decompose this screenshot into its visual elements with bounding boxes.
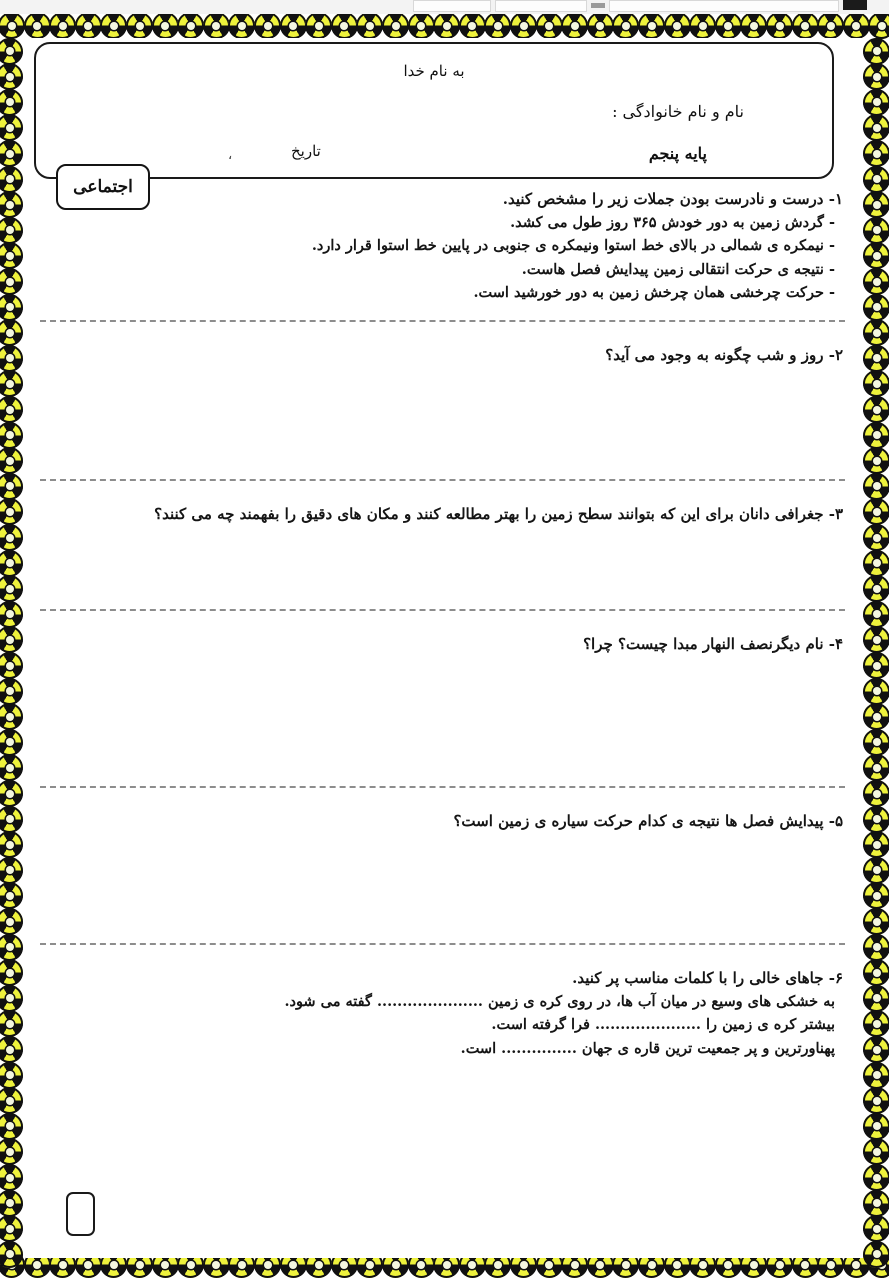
radiation-sticker-icon (0, 345, 23, 372)
radiation-sticker-icon (0, 12, 25, 39)
question-prompt: ۵- پیدایش فصل ها نتیجه ی کدام حرکت سیاره ی زمین است؟ (453, 811, 843, 830)
radiation-sticker-icon (0, 575, 23, 602)
radiation-sticker-icon (863, 294, 889, 321)
radiation-sticker-icon (863, 831, 889, 858)
radiation-sticker-icon (863, 473, 889, 500)
radiation-sticker-icon (863, 678, 889, 705)
radiation-sticker-icon (863, 1190, 889, 1217)
radiation-sticker-icon (863, 345, 889, 372)
radiation-sticker-icon (817, 12, 844, 39)
questions-container (26, 188, 863, 1060)
radiation-sticker-icon (561, 12, 588, 39)
radiation-sticker-icon (863, 1010, 889, 1037)
radiation-sticker-icon (0, 166, 23, 193)
radiation-sticker-icon (0, 447, 23, 474)
radiation-sticker-icon (863, 1164, 889, 1191)
radiation-sticker-icon (228, 12, 255, 39)
question-prompt: ۴- نام دیگرنصف النهار مبدا چیست؟ چرا؟ (583, 634, 843, 653)
radiation-sticker-icon (356, 12, 383, 39)
toolbar-input-3[interactable] (413, 0, 491, 12)
answer-space[interactable] (36, 833, 849, 943)
radiation-sticker-icon (715, 12, 742, 39)
radiation-sticker-icon (100, 12, 127, 39)
question-sub-item: - نتیجه ی حرکت انتقالی زمین پیدایش فصل هاست. (521, 260, 835, 278)
divider-spacing (36, 788, 849, 810)
footer-empty-box (66, 1192, 95, 1236)
divider-spacing (36, 945, 849, 967)
radiation-sticker-icon (331, 12, 358, 39)
radiation-sticker-icon (305, 12, 332, 39)
radiation-sticker-icon (0, 63, 23, 90)
radiation-sticker-icon (863, 63, 889, 90)
radiation-sticker-icon (382, 12, 409, 39)
question-block (36, 633, 849, 786)
radiation-sticker-icon (863, 396, 889, 423)
radiation-sticker-icon (0, 1010, 23, 1037)
radiation-sticker-icon (0, 1241, 23, 1268)
radiation-sticker-icon (868, 12, 889, 39)
answer-space[interactable] (36, 367, 849, 479)
radiation-sticker-icon (0, 882, 23, 909)
radiation-sticker-icon (177, 12, 204, 39)
radiation-sticker-icon (0, 242, 23, 269)
radiation-sticker-icon (0, 806, 23, 833)
radiation-sticker-icon (863, 1215, 889, 1242)
radiation-sticker-icon (0, 959, 23, 986)
question-prompt: ۳- جغرافی دانان برای این که بتوانند سطح زمین را بهتر مطالعه کنند و مکان های دقیق را بفهمند چه می کنند؟ (154, 505, 843, 524)
radiation-sticker-icon (0, 703, 23, 730)
radiation-sticker-icon (863, 703, 889, 730)
radiation-sticker-icon (863, 524, 889, 551)
radiation-sticker-icon (75, 12, 102, 39)
subject-tag: اجتماعی (56, 164, 150, 210)
answer-space[interactable] (36, 304, 849, 320)
radiation-sticker-icon (0, 1190, 23, 1217)
radiation-sticker-icon (0, 934, 23, 961)
answer-space[interactable] (36, 527, 849, 609)
radiation-sticker-icon (433, 12, 460, 39)
radiation-sticker-icon (0, 396, 23, 423)
student-info-box (34, 42, 834, 179)
radiation-sticker-icon (0, 191, 23, 218)
radiation-sticker-icon (863, 217, 889, 244)
radiation-sticker-icon (863, 601, 889, 628)
radiation-sticker-icon (766, 12, 793, 39)
divider-spacing (36, 322, 849, 344)
radiation-sticker-icon (24, 12, 51, 39)
radiation-sticker-icon (0, 140, 23, 167)
radiation-sticker-icon (863, 729, 889, 756)
radiation-sticker-icon (152, 12, 179, 39)
radiation-sticker-icon (638, 12, 665, 39)
radiation-sticker-icon (843, 12, 870, 39)
question-block (36, 810, 849, 943)
radiation-sticker-icon (254, 12, 281, 39)
radiation-sticker-icon (863, 191, 889, 218)
question-prompt: ۶- جاهای خالی را با کلمات مناسب پر کنید. (572, 969, 843, 987)
radiation-sticker-icon (863, 319, 889, 346)
toolbar-color-swatch[interactable] (843, 0, 867, 10)
question-sub-item: - حرکت چرخشی همان چرخش زمین به دور خورشید است. (473, 283, 835, 301)
radiation-sticker-icon (587, 12, 614, 39)
radiation-sticker-icon (0, 294, 23, 321)
radiation-sticker-icon (0, 652, 23, 679)
question-block (36, 503, 849, 608)
question-prompt: ۲- روز و شب چگونه به وجود می آید؟ (605, 346, 843, 364)
radiation-sticker-icon (863, 1241, 889, 1268)
bismillah-text: به نام خدا (403, 62, 465, 80)
radiation-sticker-icon (863, 242, 889, 269)
radiation-sticker-icon (0, 678, 23, 705)
radiation-sticker-icon (0, 1113, 23, 1140)
radiation-sticker-icon (863, 934, 889, 961)
answer-space[interactable] (36, 656, 849, 786)
radiation-sticker-icon (0, 626, 23, 653)
radiation-sticker-icon (280, 12, 307, 39)
radiation-sticker-icon (863, 1138, 889, 1165)
radiation-sticker-icon (863, 89, 889, 116)
radiation-sticker-icon (0, 985, 23, 1012)
radiation-sticker-icon (484, 12, 511, 39)
radiation-sticker-icon (0, 370, 23, 397)
radiation-sticker-icon (0, 38, 23, 65)
radiation-sticker-icon (0, 268, 23, 295)
radiation-sticker-icon (863, 780, 889, 807)
worksheet-sheet (26, 38, 863, 1258)
radiation-sticker-icon (863, 498, 889, 525)
radiation-sticker-icon (863, 38, 889, 65)
radiation-sticker-icon (863, 1113, 889, 1140)
toolbar-input-2[interactable] (495, 0, 587, 12)
radiation-sticker-icon (792, 12, 819, 39)
radiation-sticker-icon (0, 114, 23, 141)
radiation-sticker-icon (863, 959, 889, 986)
radiation-sticker-icon (459, 12, 486, 39)
question-sub-item: به خشکی های وسیع در میان آب ها، در روی کره ی زمین ..................... گفته می شود. (284, 993, 835, 1011)
radiation-sticker-icon (863, 1036, 889, 1063)
radiation-sticker-icon (0, 422, 23, 449)
radiation-sticker-icon (863, 575, 889, 602)
radiation-sticker-icon (863, 422, 889, 449)
app-toolbar (0, 0, 889, 14)
radiation-sticker-icon (0, 1215, 23, 1242)
radiation-sticker-icon (689, 12, 716, 39)
question-sub-item: - گردش زمین به دور خودش ۳۶۵ روز طول می کشد. (510, 214, 835, 232)
divider-spacing (36, 481, 849, 503)
radiation-sticker-icon (0, 1036, 23, 1063)
student-name-label: نام و نام خانوادگی : (612, 102, 744, 121)
radiation-sticker-icon (0, 1138, 23, 1165)
radiation-sticker-icon (0, 601, 23, 628)
radiation-sticker-icon (863, 908, 889, 935)
divider-spacing (36, 611, 849, 633)
radiation-sticker-icon (0, 1087, 23, 1114)
radiation-sticker-icon (203, 12, 230, 39)
radiation-sticker-icon (0, 550, 23, 577)
radiation-sticker-icon (0, 1251, 25, 1278)
radiation-sticker-icon (0, 729, 23, 756)
radiation-sticker-icon (868, 1251, 889, 1278)
radiation-sticker-icon (408, 12, 435, 39)
radiation-sticker-icon (536, 12, 563, 39)
question-sub-item: پهناورترین و پر جمعیت ترین قاره ی جهان ............... است. (460, 1039, 835, 1057)
radiation-sticker-icon (863, 985, 889, 1012)
question-block (36, 188, 849, 320)
question-sub-item: - نیمکره ی شمالی در بالای خط استوا ونیمکره ی جنوبی در پایین خط استوا قرار دارد. (311, 237, 835, 255)
radiation-sticker-icon (0, 1062, 23, 1089)
radiation-sticker-icon (863, 1087, 889, 1114)
question-block (36, 967, 849, 1060)
radiation-sticker-icon (863, 550, 889, 577)
question-prompt: ۱- درست و نادرست بودن جملات زیر را مشخص کنید. (502, 190, 843, 208)
radiation-sticker-icon (0, 217, 23, 244)
question-block (36, 344, 849, 479)
radiation-sticker-icon (126, 12, 153, 39)
radiation-sticker-icon (612, 12, 639, 39)
radiation-sticker-icon (863, 370, 889, 397)
radiation-sticker-icon (0, 1164, 23, 1191)
radiation-sticker-icon (863, 806, 889, 833)
radiation-sticker-icon (0, 89, 23, 116)
radiation-sticker-icon (863, 1062, 889, 1089)
question-sub-item: بیشتر کره ی زمین را ..................... فرا گرفته است. (491, 1016, 835, 1034)
radiation-sticker-icon (863, 140, 889, 167)
radiation-sticker-icon (863, 166, 889, 193)
radiation-sticker-icon (510, 12, 537, 39)
date-label: تاریخ (291, 142, 321, 160)
radiation-sticker-icon (863, 652, 889, 679)
radiation-sticker-icon (664, 12, 691, 39)
date-value: ، (228, 148, 233, 163)
radiation-sticker-icon (863, 882, 889, 909)
radiation-sticker-icon (0, 831, 23, 858)
radiation-sticker-icon (0, 498, 23, 525)
radiation-sticker-icon (0, 754, 23, 781)
radiation-sticker-icon (0, 319, 23, 346)
radiation-sticker-icon (0, 780, 23, 807)
radiation-sticker-icon (863, 114, 889, 141)
radiation-sticker-icon (863, 626, 889, 653)
radiation-sticker-icon (0, 908, 23, 935)
radiation-sticker-icon (740, 12, 767, 39)
chevron-down-icon[interactable] (591, 3, 605, 8)
radiation-sticker-icon (0, 473, 23, 500)
radiation-sticker-icon (863, 268, 889, 295)
radiation-sticker-icon (0, 857, 23, 884)
grade-label: پایه پنجم (648, 144, 707, 163)
radiation-sticker-icon (863, 754, 889, 781)
radiation-sticker-icon (49, 12, 76, 39)
radiation-sticker-icon (0, 524, 23, 551)
radiation-sticker-icon (863, 857, 889, 884)
toolbar-input-1[interactable] (609, 0, 839, 12)
radiation-sticker-icon (863, 447, 889, 474)
